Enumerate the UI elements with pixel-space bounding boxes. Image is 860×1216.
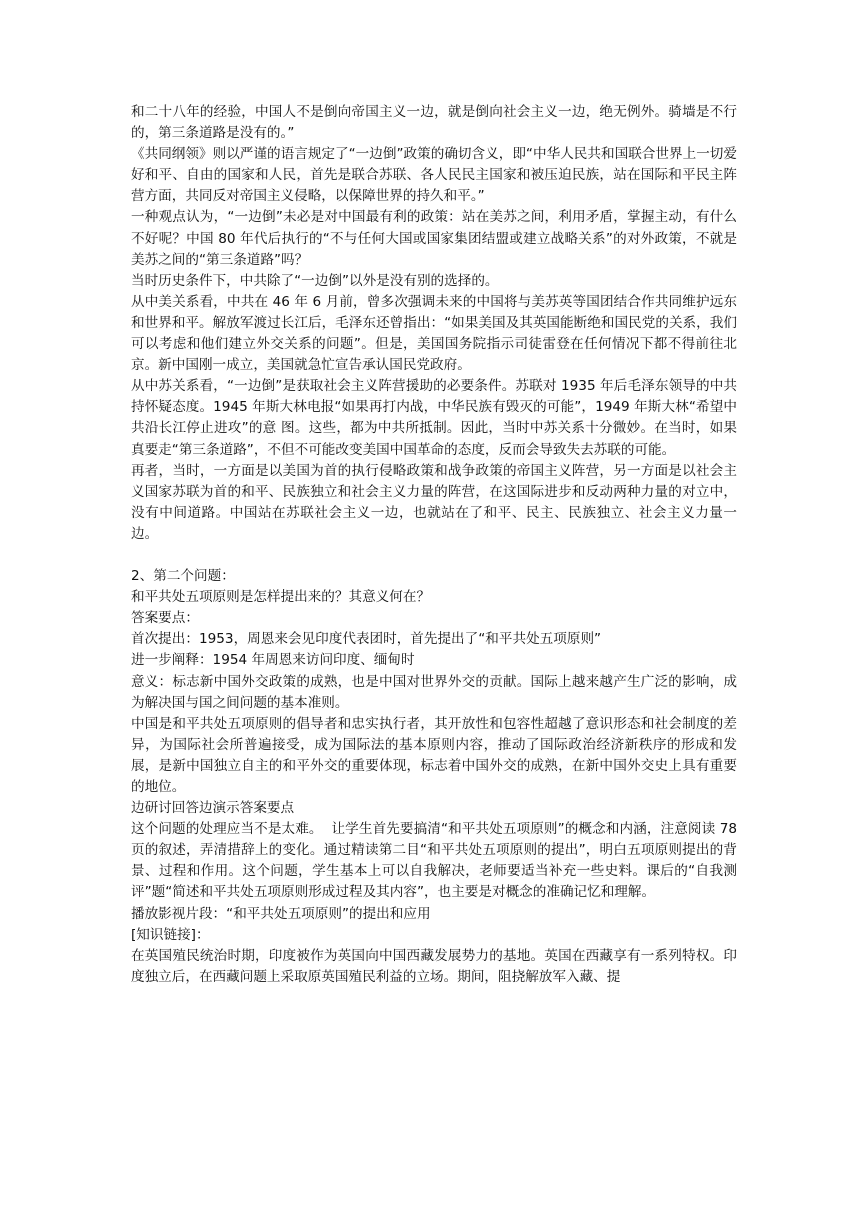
- section-heading-question-2: 2、第二个问题：: [131, 568, 235, 585]
- answer-heading: 答案要点：: [131, 610, 199, 627]
- blank-line: [131, 545, 737, 566]
- paragraph-china-advocate: 中国是和平共处五项原则的倡导者和忠实执行者，其开放性和包容性超越了意识形态和社会制度的差异，为国际社会所普遍接受，成为国际法的基本原则内容，推动了国际政治经济新秩序的形成和发展，是新中国独立自主的和平外交的重要体现，标志着中国外交的成熟，在新中国外交史上具有重要的地位。: [131, 715, 737, 795]
- teaching-note: 边研讨回答边演示答案要点: [131, 800, 295, 817]
- paragraph-british-colonial: 在英国殖民统治时期，印度被作为英国向中国西藏发展势力的基地。英国在西藏享有一系列特权。印度独立后，在西藏问题上采取原英国殖民利益的立场。期间，阻挠解放军入藏、提: [131, 947, 737, 985]
- paragraph-quote-end: 和二十八年的经验，中国人不是倒向帝国主义一边，就是倒向社会主义一边，绝无例外。骑墙是不行的，第三条道路是没有的。”: [131, 104, 737, 142]
- paragraph-sino-us-relations: 从中美关系看，中共在 46 年 6 月前，曾多次强调未来的中国将与美苏英等国团结合作共同维护远东和世界和平。解放军渡过长江后，毛泽东还曾指出：“如果美国及其英国能断绝和国民党的关系，我们可以考虑和他们建立外交关系的问题”。但是，美国国务院指示司徒雷登在任何情况下都不得前往北京。新中国刚一成立，美国就急忙宣告承认国民党政府。: [131, 293, 737, 374]
- paragraph-common-program: 《共同纲领》则以严谨的语言规定了“一边倒”政策的确切含义，即“中华人民共和国联合世界上一切爱好和平、自由的国家和人民，首先是联合苏联、各人民民主国家和被压迫民族，站在国际和平民主阵营方面，共同反对帝国主义侵略，以保障世界的持久和平。”: [131, 146, 737, 205]
- question-text: 和平共处五项原则是怎样提出来的？其意义何在？: [131, 589, 431, 606]
- paragraph-teaching-approach: 这个问题的处理应当不是太难。 让学生首先要搞清“和平共处五项原则”的概念和内涵，注意阅读 78 页的叙述，弄清措辞上的变化。通过精读第二目“和平共处五项原则的提出”，明白五项原则提出的背景、过程和作用。这个问题，学生基本上可以自我解决，老师要适当补充一些史料。课后的“自我测评”题“简述和平共处五项原则形成过程及其内容”，也主要是对概念的准确记忆和理解。: [131, 821, 742, 901]
- paragraph-historical-conditions: 当时历史条件下，中共除了“一边倒”以外是没有别的选择的。: [131, 272, 499, 289]
- paragraph-sino-soviet-relations: 从中苏关系看，“一边倒”是获取社会主义阵营援助的必要条件。苏联对 1935 年后毛泽东领导的中共持怀疑态度。1945 年斯大林电报“如果再打内战，中华民族有毁灭的可能”，1949 年斯大林“希望中共沿长江停止进攻”的意 图。这些，都为中共所抵制。因此，当时中苏关系十分微妙。在当时，如果真要走“第三条道路”，不但不可能改变美国中国革命的态度，反而会导致失去苏联的可能。: [131, 378, 737, 458]
- paragraph-play-video: 播放影视片段：“和平共处五项原则”的提出和应用: [131, 905, 431, 922]
- answer-significance: 意义：标志新中国外交政策的成熟，也是中国对世界外交的贡献。国际上越来越产生广泛的影响，成为解决国与国之间问题的基本准则。: [131, 673, 737, 711]
- answer-further-explanation: 进一步阐释：1954 年周恩来访问印度、缅甸时: [131, 652, 415, 669]
- paragraph-two-camps: 再者，当时，一方面是以美国为首的执行侵略政策和战争政策的帝国主义阵营，另一方面是以社会主义国家苏联为首的和平、民族独立和社会主义力量的阵营，在这国际进步和反动两种力量的对立中，没有中间道路。中国站在苏联社会主义一边，也就站在了和平、民主、民族独立、社会主义力量一边。: [131, 462, 737, 542]
- paragraph-viewpoint: 一种观点认为，“一边倒”未必是对中国最有利的政策：站在美苏之间，利用矛盾，掌握主动，有什么不好呢？中国 80 年代后执行的“不与任何大国或国家集团结盟或建立战略关系”的对外政策，不就是美苏之间的“第三条道路”吗？: [131, 209, 737, 268]
- answer-first-proposal: 首次提出：1953，周恩来会见印度代表团时，首先提出了“和平共处五项原则”: [131, 631, 602, 648]
- knowledge-link-heading: [知识链接]：: [131, 926, 210, 943]
- document-body: [131, 102, 742, 988]
